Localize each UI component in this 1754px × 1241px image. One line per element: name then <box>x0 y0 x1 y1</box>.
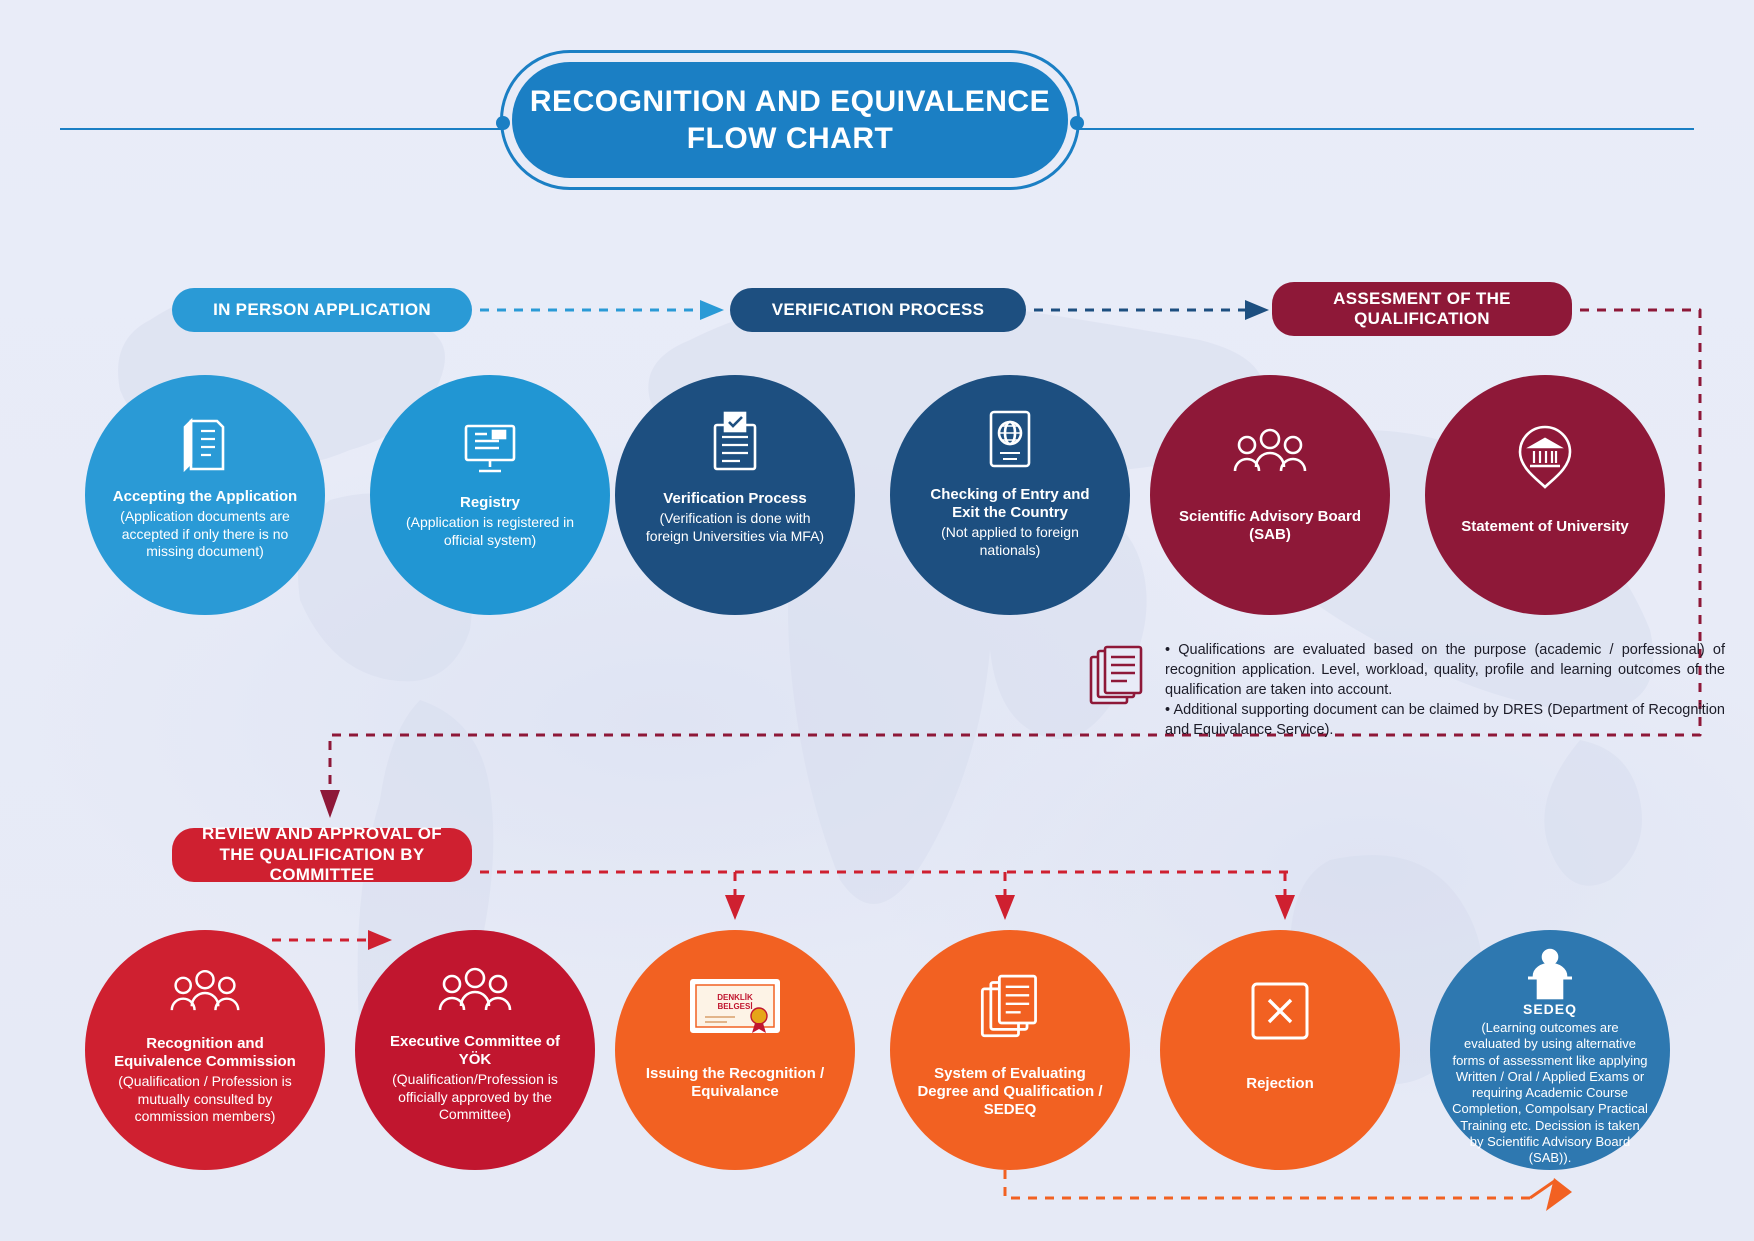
node-sedeq-detail[interactable] <box>1430 930 1670 1170</box>
node-executive-committee-of-yok[interactable] <box>355 930 595 1170</box>
node-subtitle: (Learning outcomes are evaluated by using alternative forms of assessment like applying Written / Oral / Applied Exams or requiring Academic Course Completion, Compolsary Practical Training etc. Decission is taken by Scientific Advisory Board (SAB)). <box>1452 1020 1648 1165</box>
stage-pill-in-person-application[interactable] <box>172 288 472 332</box>
node-scientific-advisory-board[interactable] <box>1150 375 1390 615</box>
stacked-documents-icon <box>976 974 1044 1045</box>
stage-pill-verification-process[interactable] <box>730 288 1026 332</box>
node-title: Scientific Advisory Board (SAB) <box>1179 508 1361 543</box>
node-title: Issuing the Recognition / Equivalance <box>645 1065 825 1100</box>
node-title: Executive Committee of YÖK <box>389 1033 561 1068</box>
node-checking-entry-exit[interactable] <box>890 375 1130 615</box>
chart-title-line-2: FLOW CHART <box>686 122 894 155</box>
stage-pill-assessment-of-the-qualification[interactable] <box>1272 282 1572 336</box>
stage-pill-review-and-approval[interactable] <box>172 824 472 885</box>
node-recognition-equivalence-commission[interactable] <box>85 930 325 1170</box>
node-issuing-recognition-equivalance[interactable] <box>615 930 855 1170</box>
passport-icon <box>986 409 1034 474</box>
people-group-icon <box>168 968 242 1023</box>
node-subtitle: (Application is registered in official system) <box>405 514 575 548</box>
node-title: Checking of Entry and Exit the Country <box>930 486 1090 521</box>
node-title: Recognition and Equivalence Commission <box>114 1035 296 1070</box>
university-pin-icon <box>1514 423 1576 496</box>
people-group-icon <box>436 966 514 1023</box>
certificate-icon <box>689 978 781 1043</box>
svg-text:DENKLİK: DENKLİK <box>717 993 753 1002</box>
lecturer-podium-icon <box>1520 948 1580 1007</box>
node-title: Accepting the Application <box>112 488 298 505</box>
assessment-note-bullet-1: • Qualifications are evaluated based on the purpose (academic / porfessional) of recognition application. Level, workload, quality, profile and learning outcomes of the qualification are taken into account. <box>1165 642 1725 698</box>
node-registry[interactable] <box>370 375 610 615</box>
node-title: Statement of University <box>1461 518 1629 535</box>
node-subtitle: (Not applied to foreign nationals) <box>941 524 1079 558</box>
stage-label: ASSESMENT OF THE QUALIFICATION <box>1333 288 1511 328</box>
node-title: Rejection <box>1246 1075 1314 1092</box>
chart-title-line-1: RECOGNITION AND EQUIVALENCE <box>529 84 1051 118</box>
assessment-note-bullet-2: • Additional supporting document can be claimed by DRES (Department of Recognition and Equivalance Service). <box>1165 702 1725 738</box>
assessment-note <box>1165 640 1725 740</box>
node-title: SEDEQ <box>1522 1001 1577 1017</box>
node-title: Registry <box>459 494 521 511</box>
stage-label: IN PERSON APPLICATION <box>213 299 431 319</box>
checklist-document-icon <box>709 411 761 478</box>
title-dot-left <box>496 116 510 130</box>
node-accepting-the-application[interactable] <box>85 375 325 615</box>
chart-title <box>500 50 1080 190</box>
node-subtitle: (Application documents are accepted if only there is no missing document) <box>120 508 290 559</box>
stage-label: VERIFICATION PROCESS <box>771 299 985 319</box>
monitor-registry-icon <box>461 423 519 480</box>
stacked-documents-icon <box>1088 645 1146 712</box>
node-subtitle: (Qualification/Profession is officially approved by the Committee) <box>392 1071 558 1122</box>
node-title: Verification Process <box>663 490 807 507</box>
node-sedeq-system[interactable] <box>890 930 1130 1170</box>
people-group-icon <box>1231 427 1309 484</box>
node-statement-of-university[interactable] <box>1425 375 1665 615</box>
documents-folder-icon <box>179 417 231 478</box>
node-title: System of Evaluating Degree and Qualification / SEDEQ <box>917 1065 1103 1118</box>
node-verification-process[interactable] <box>615 375 855 615</box>
node-subtitle: (Verification is done with foreign Universities via MFA) <box>645 510 825 544</box>
svg-text:BELGESİ: BELGESİ <box>717 1002 753 1011</box>
node-subtitle: (Qualification / Profession is mutually consulted by commission members) <box>118 1073 292 1124</box>
stage-label: REVIEW AND APPROVAL OF THE QUALIFICATION BY COMMITTEE <box>202 824 442 885</box>
node-rejection[interactable] <box>1160 930 1400 1170</box>
title-dot-right <box>1070 116 1084 130</box>
cross-box-icon <box>1249 980 1311 1047</box>
